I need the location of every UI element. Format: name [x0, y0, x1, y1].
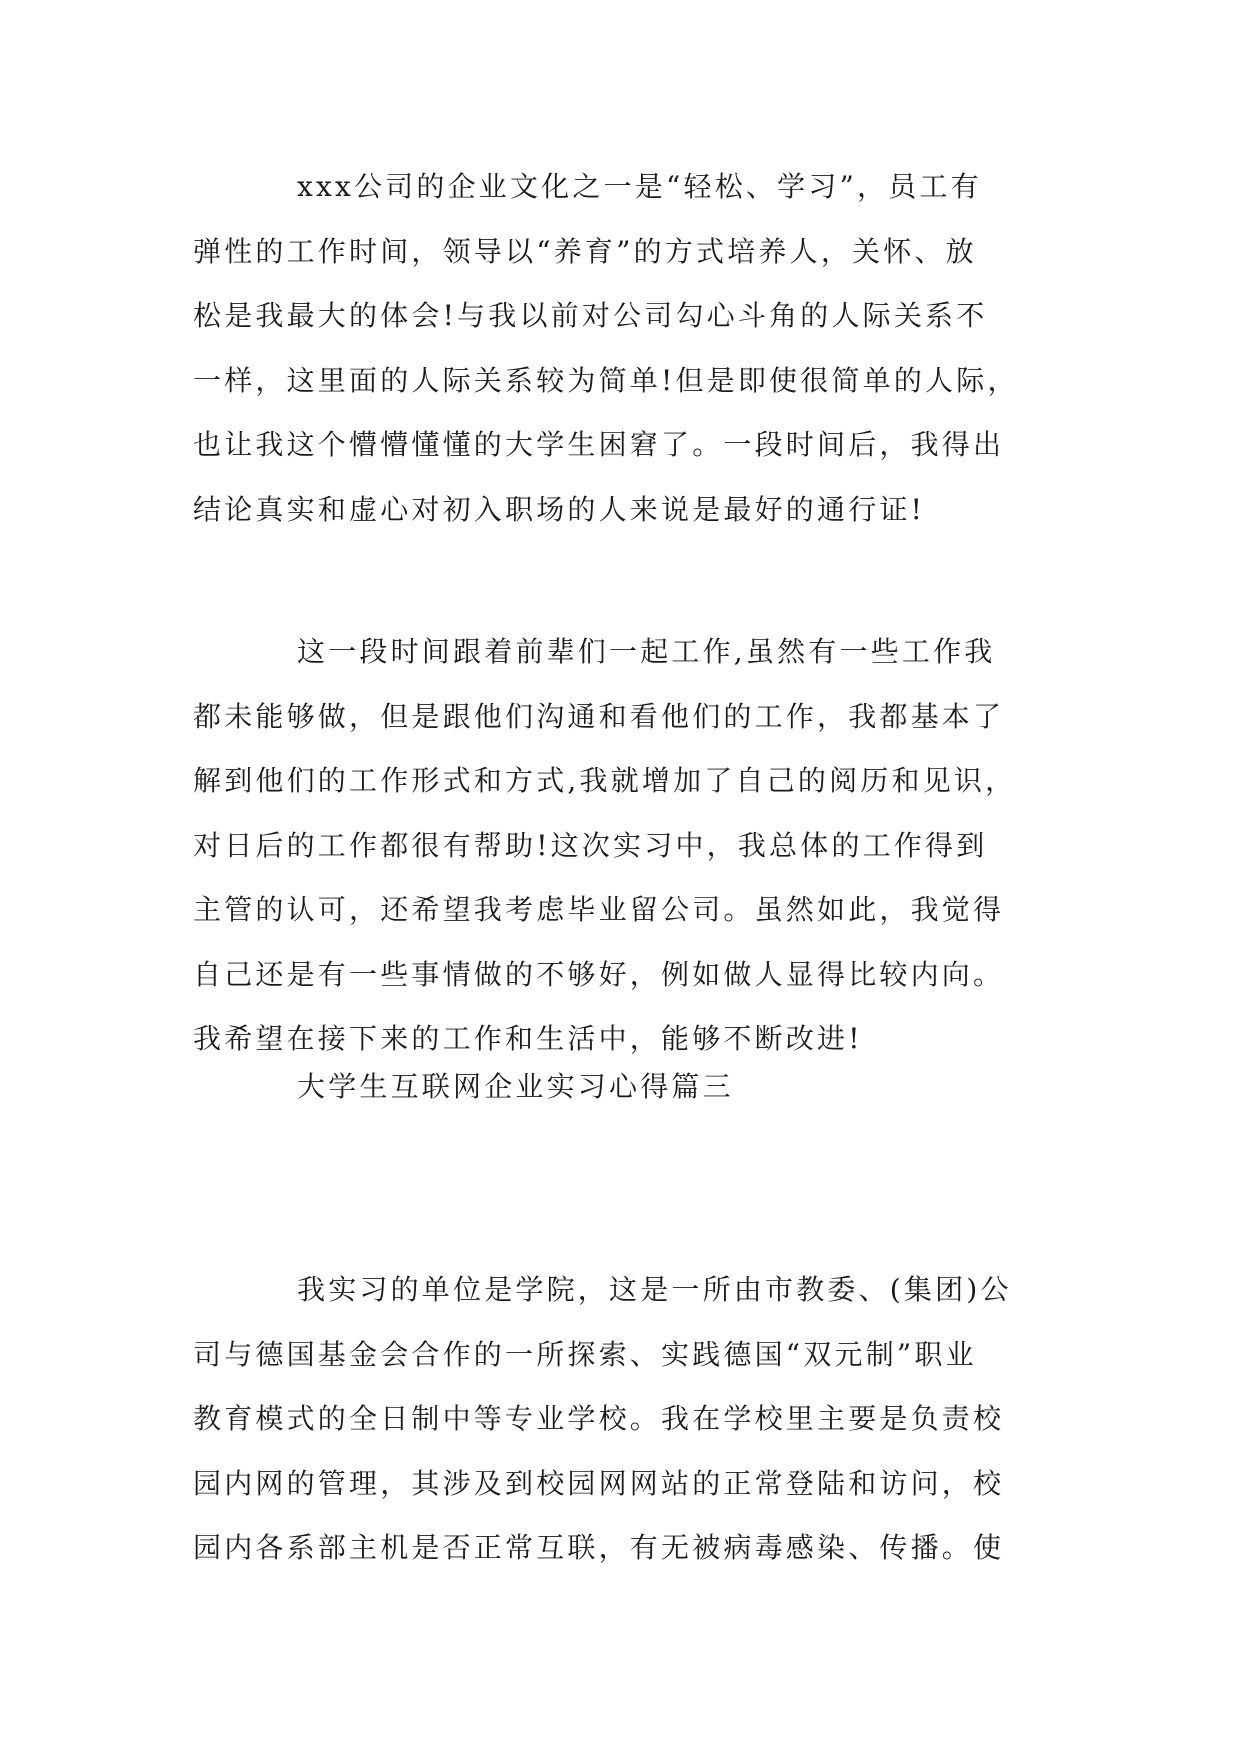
paragraph-line: 这一段时间跟着前辈们一起工作,虽然有一些工作我: [297, 635, 996, 668]
paragraph-1: [193, 155, 1053, 542]
section-heading: [193, 1055, 1053, 1120]
paragraph-line: 也让我这个懵懵懂懂的大学生困窘了。一段时间后，我得出: [193, 428, 1005, 461]
paragraph-line: 一样，这里面的人际关系较为简单!但是即使很简单的人际，: [193, 363, 1019, 397]
paragraph-line: 主管的认可，还希望我考虑毕业留公司。虽然如此，我觉得: [193, 893, 1005, 926]
paragraph-line: 弹性的工作时间，领导以“养育”的方式培养人，关怀、放: [193, 234, 977, 268]
paragraph-line: 松是我最大的体会!与我以前对公司勾心斗角的人际关系不: [193, 299, 988, 332]
paragraph-line: xxx公司的企业文化之一是“轻松、学习”，员工有: [297, 170, 982, 203]
paragraph-line: 教育模式的全日制中等专业学校。我在学校里主要是负责校: [193, 1402, 1005, 1435]
paragraph-2: [193, 620, 1053, 1072]
paragraph-line: 结论真实和虚心对初入职场的人来说是最好的通行证!: [193, 492, 926, 526]
paragraph-line: 我希望在接下来的工作和生活中，能够不断改进!: [193, 1022, 863, 1055]
paragraph-line: 对日后的工作都很有帮助!这次实习中，我总体的工作得到: [193, 828, 988, 862]
paragraph-line: 解到他们的工作形式和方式,我就增加了自己的阅历和见识，: [193, 764, 1017, 797]
paragraph-line: 司与德国基金会合作的一所探索、实践德国“双元制”职业: [193, 1337, 977, 1371]
paragraph-line: 园内网的管理，其涉及到校园网网站的正常登陆和访问，校: [193, 1466, 1005, 1500]
paragraph-line: 我实习的单位是学院，这是一所由市教委、(集团)公: [297, 1273, 1012, 1306]
section-heading-text: 大学生互联网企业实习心得篇三: [297, 1070, 734, 1103]
paragraph-line: 自己还是有一些事情做的不够好，例如做人显得比较内向。: [193, 957, 1005, 991]
paragraph-3: [193, 1258, 1053, 1581]
paragraph-line: 园内各系部主机是否正常互联，有无被病毒感染、传播。使: [193, 1531, 1005, 1564]
paragraph-line: 都未能够做，但是跟他们沟通和看他们的工作，我都基本了: [193, 699, 1005, 733]
